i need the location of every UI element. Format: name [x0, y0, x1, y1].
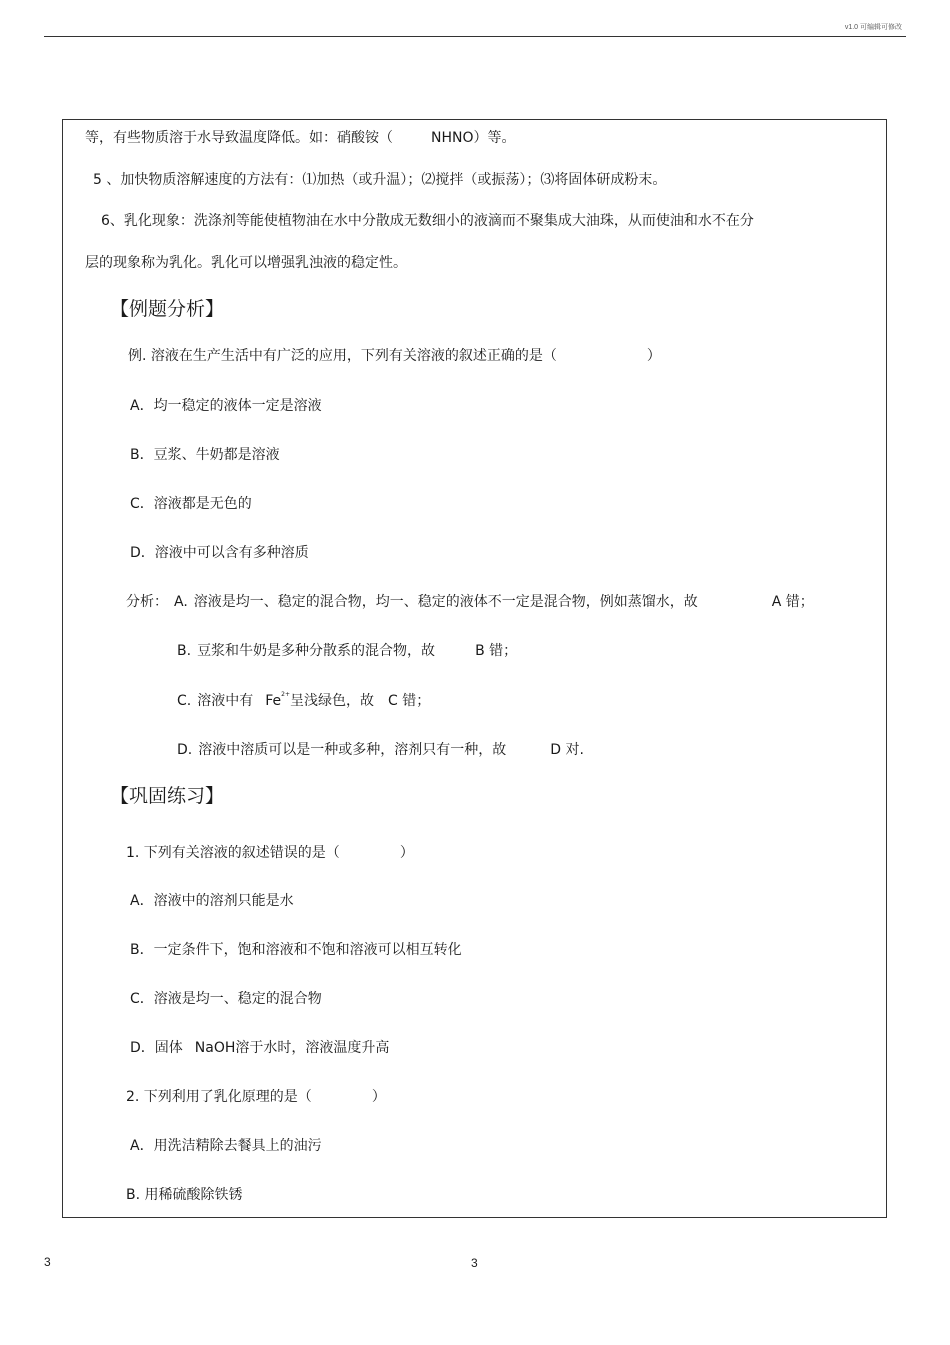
analysis-b: [177, 642, 517, 660]
analysis-b-letter: B.: [177, 643, 192, 659]
practice-q1-option-c: C．溶液是均一、稳定的混合物: [130, 991, 322, 1007]
example-option-d: D．溶液中可以含有多种溶质: [130, 545, 309, 561]
analysis-d-letter: D.: [177, 742, 193, 758]
example-option-a: A．均一稳定的液体一定是溶液: [130, 398, 322, 414]
paragraph-2: 5 、加快物质溶解速度的方法有：⑴加热（或升温）；⑵搅拌（或振荡）；⑶将固体研成粉末。: [93, 172, 667, 188]
practice-q1-option-b: B．一定条件下，饱和溶液和不饱和溶液可以相互转化: [130, 942, 462, 958]
practice-q2: [126, 1088, 386, 1106]
paragraph-3b: 层的现象称为乳化。乳化可以增强乳浊液的稳定性。: [85, 255, 407, 271]
analysis-a-letter: A.: [174, 594, 188, 610]
analysis-label: 分析：: [126, 594, 168, 610]
practice-q1-paren: ）: [399, 845, 414, 861]
analysis-d-end: D 对.: [550, 742, 584, 758]
formula-nh4no3: NHNO: [431, 130, 474, 146]
page-number-center: 3: [471, 1256, 478, 1270]
practice-q1-text: 1. 下列有关溶液的叙述错误的是（: [126, 845, 340, 861]
practice-q1-option-d-c: 溶于水时，溶液温度升高: [235, 1040, 390, 1056]
paragraph-1-end: ）等。: [473, 130, 516, 146]
practice-q1: [126, 844, 414, 862]
analysis-a: [126, 593, 814, 611]
analysis-c-ion: Fe: [265, 693, 282, 709]
analysis-c-text-2: 呈浅绿色，故: [290, 693, 374, 709]
paragraph-1-text: 等，有些物质溶于水导致温度降低。如：硝酸铵（: [85, 130, 393, 146]
analysis-c-charge: 2+: [281, 691, 290, 698]
header-rule: [44, 36, 906, 37]
example-question-text: 例. 溶液在生产生活中有广泛的应用，下列有关溶液的叙述正确的是（: [128, 348, 557, 364]
example-option-b: B．豆浆、牛奶都是溶液: [130, 447, 280, 463]
example-question-paren: ）: [646, 348, 661, 364]
analysis-c-letter: C.: [177, 693, 192, 709]
paragraph-3a: 6、乳化现象：洗涤剂等能使植物油在水中分散成无数细小的液滴而不聚集成大油珠，从而使油和水不在分: [101, 213, 754, 229]
practice-q2-text: 2. 下列利用了乳化原理的是（: [126, 1089, 312, 1105]
practice-q1-option-d-a: D．固体: [130, 1040, 183, 1056]
page-number-left: 3: [44, 1255, 51, 1269]
analysis-b-text: 豆浆和牛奶是多种分散系的混合物，故: [197, 643, 436, 659]
practice-q2-paren: ）: [371, 1089, 386, 1105]
practice-q1-option-d: [130, 1039, 389, 1057]
analysis-c-end: C 错；: [388, 693, 431, 709]
example-option-c: C．溶液都是无色的: [130, 496, 252, 512]
content-frame: [62, 119, 887, 1218]
analysis-c: [177, 692, 430, 710]
analysis-d: [177, 741, 584, 759]
analysis-a-text: 溶液是均一、稳定的混合物，均一、稳定的液体不一定是混合物，例如蒸馏水，故: [193, 594, 698, 610]
example-heading: 【例题分析】: [110, 298, 225, 320]
practice-q1-option-a: A．溶液中的溶剂只能是水: [130, 893, 294, 909]
paragraph-1: [85, 129, 516, 147]
example-question: [128, 347, 661, 365]
practice-q2-option-b: B. 用稀硫酸除铁锈: [126, 1187, 243, 1203]
practice-heading: 【巩固练习】: [110, 785, 225, 807]
analysis-c-text-1: 溶液中有: [197, 693, 254, 709]
formula-naoh: NaOH: [194, 1040, 236, 1056]
header-note: v1.0 可编辑可修改: [844, 24, 902, 31]
analysis-a-end: A 错；: [771, 594, 814, 610]
practice-q2-option-a: A．用洗洁精除去餐具上的油污: [130, 1138, 322, 1154]
analysis-d-text: 溶液中溶质可以是一种或多种，溶剂只有一种，故: [198, 742, 507, 758]
analysis-b-end: B 错；: [475, 643, 518, 659]
